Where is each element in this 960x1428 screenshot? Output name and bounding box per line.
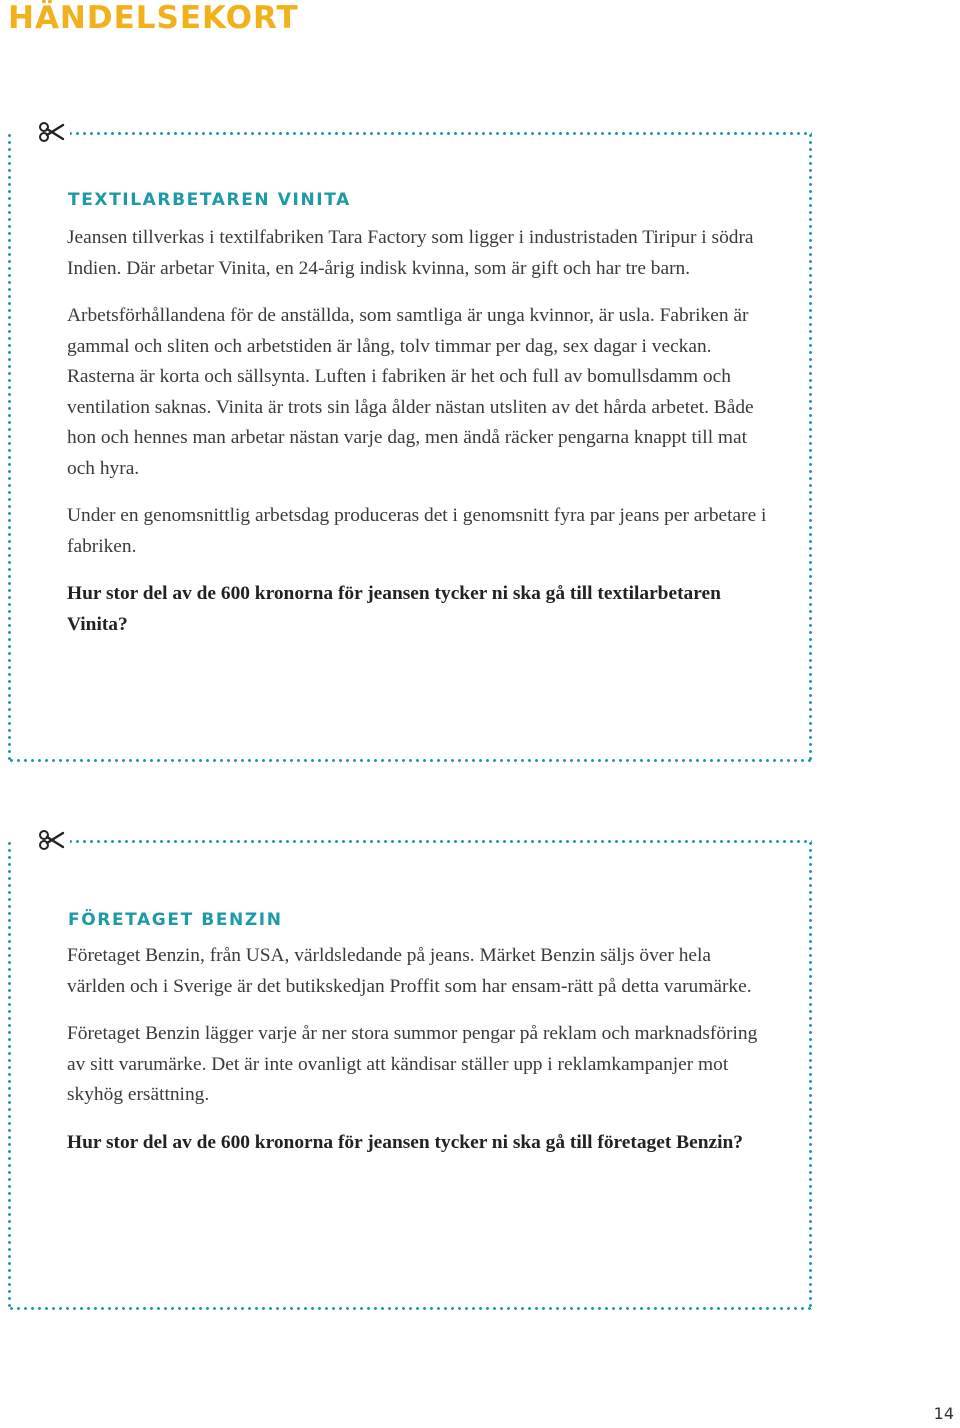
page-heading: HÄNDELSEKORT: [8, 0, 299, 36]
card-question: Hur stor del av de 600 kronorna för jeansen tycker ni ska gå till textilarbetaren Vinita?: [67, 583, 721, 635]
page-number: 14: [933, 1404, 954, 1423]
dotted-border-left: [8, 840, 11, 1310]
dotted-border-right: [809, 840, 812, 1310]
card-title: TEXTILARBETAREN VINITA: [68, 190, 351, 210]
card-body: [67, 223, 767, 657]
dotted-border-top: [60, 132, 812, 135]
dotted-border-top: [60, 840, 812, 843]
scissors-icon: [36, 828, 70, 852]
card-paragraph: Under en genomsnittlig arbetsdag produceras det i genomsnitt fyra par jeans per arbetare i fabriken.: [67, 505, 767, 557]
card-question: Hur stor del av de 600 kronorna för jeansen tycker ni ska gå till företaget Benzin?: [67, 1131, 743, 1153]
card-paragraph: Företaget Benzin lägger varje år ner stora summor pengar på reklam och marknadsföring av sitt varumärke. Det är inte ovanligt att kändisar ställer upp i reklamkampanjer mot skyhög ersättning.: [67, 1023, 758, 1105]
card-paragraph: Företaget Benzin, från USA, världsledande på jeans. Märket Benzin säljs över hela världen och i Sverige är det butikskedjan Proffit som har ensam-rätt på detta varumärke.: [67, 945, 752, 997]
scissors-icon: [36, 120, 70, 144]
card-paragraph: Arbetsförhållandena för de anställda, som samtliga är unga kvinnor, är usla. Fabriken är gammal och sliten och arbetstiden är lång, tolv timmar per dag, sex dagar i veckan. Rasterna är korta och sällsynta. Luften i fabriken är het och full av bomullsdamm och ventilation saknas. Vinita är trots sin låga ålder nästan utsliten av det hårda arbetet. Både hon och hennes man arbetar nästan varje dag, men ändå räcker pengarna knappt till mat och hyra.: [67, 305, 754, 479]
event-card-benzin: [8, 840, 812, 1310]
dotted-border-right: [809, 132, 812, 762]
dotted-border-bottom: [8, 1307, 812, 1310]
card-paragraph: Jeansen tillverkas i textilfabriken Tara Factory som ligger i industristaden Tiripur i södra Indien. Där arbetar Vinita, en 24-årig indisk kvinna, som är gift och har tre barn.: [67, 227, 754, 279]
card-title: FÖRETAGET BENZIN: [68, 910, 283, 930]
dotted-border-bottom: [8, 759, 812, 762]
event-card-vinita: [8, 132, 812, 762]
card-body: [67, 941, 767, 1175]
dotted-border-left: [8, 132, 11, 762]
